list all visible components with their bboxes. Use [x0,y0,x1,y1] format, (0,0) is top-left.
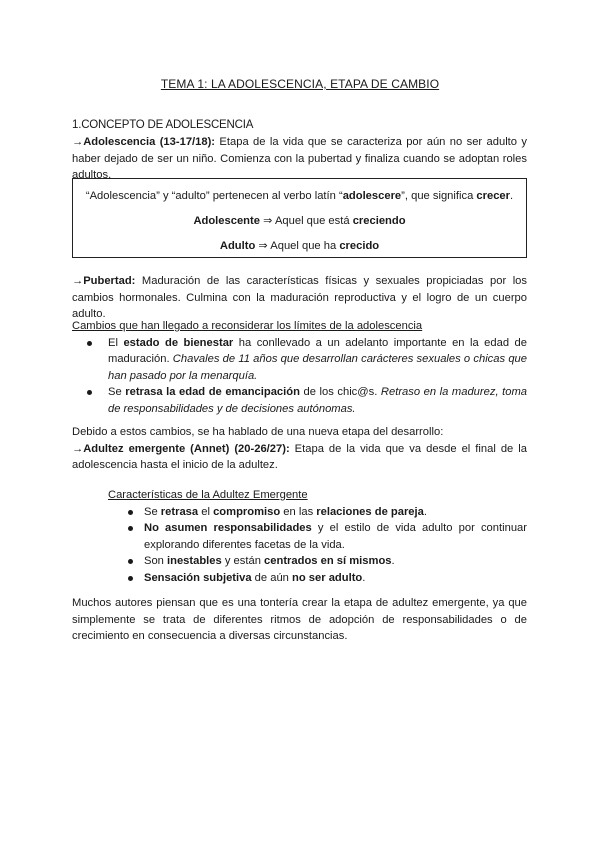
item-text: El [108,336,124,349]
item-text: Se [144,505,161,518]
adulto-keyword: crecido [339,240,380,252]
adolescente-text: ⇒ Aquel que está [259,215,353,227]
bullet-icon [128,576,133,581]
etymology-line [73,188,526,205]
adultez-def-text: Etapa de la vida que va desde el final de la adolescencia hasta el inicio de la adultez. [72,442,527,471]
pubertad-term: →Pubertad: [72,275,136,287]
adolescencia-term: →Adolescencia (13-17/18): [72,136,216,148]
adultez-intro: Debido a estos cambios, se ha hablado de una nueva etapa del desarrollo: [72,426,444,438]
pubertad-definition: Maduración de las características físicas y sexuales propiciadas por los cambios hormonales. Culmina con la maduración reproductiva y el logro de un cuerpo adulto. [72,275,527,320]
adolescente-keyword: creciendo [352,215,406,227]
page-title: TEMA 1: LA ADOLESCENCIA, ETAPA DE CAMBIO [160,77,440,91]
item-text: de los chic@s. [299,386,381,398]
list-item [72,335,527,385]
item-text: Son [144,555,168,567]
etymology-box [72,178,527,258]
adulto-line [73,238,526,255]
adolescente-term: Adolescente [193,215,260,227]
list-item [108,553,527,570]
etymology-text: “Adolescencia” y “adulto” pertenecen al verbo latín “ [85,190,343,202]
section-heading: 1.CONCEPTO DE ADOLESCENCIA [72,119,254,131]
item-keyword: retrasa [160,505,199,518]
adolescencia-paragraph [72,134,527,184]
item-text: y el estilo de vida adulto por continuar explorando diferentes facetas de la vida. [144,522,527,551]
etymology-meaning: crecer [476,190,511,202]
item-text: en las [280,505,317,518]
list-item [108,570,527,587]
item-keyword: compromiso [213,505,281,518]
cambios-list [72,335,527,418]
caracteristicas-heading: Características de la Adultez Emergente [108,489,308,501]
etymology-text: . [510,190,514,202]
item-keyword: relaciones de pareja [316,505,424,518]
bullet-icon [128,559,133,564]
item-keyword: no ser adulto [292,571,363,584]
item-text: el [198,505,214,518]
cambios-section [72,318,527,417]
adultez-section [72,424,527,474]
item-text: de aún [251,571,293,584]
bullet-icon [87,341,92,346]
item-example: Chavales de 11 años que desarrollan carácteres sexuales o chicas que han pasado por la menarquía. [108,353,527,382]
bullet-icon [128,510,133,515]
caracteristicas-section [108,487,527,586]
item-keyword: Sensación subjetiva [144,571,252,584]
etymology-latin: adolescere [342,190,402,202]
pubertad-paragraph [72,273,527,323]
item-text: . [423,505,427,518]
adolescencia-definition: Etapa de la vida que se caracteriza por aún no ser adulto y haber dejado de ser un niño. Comienza con la pubertad y finaliza cuando se adoptan roles adultos. [72,136,527,181]
item-keyword: No asumen responsabilidades [144,522,312,534]
caracteristicas-list [108,504,527,587]
list-item [108,520,527,553]
cambios-heading: Cambios que han llegado a reconsiderar los límites de la adolescencia [72,320,423,332]
adolescente-line [73,213,526,230]
item-example: Retraso en la madurez, toma de responsabilidades y de decisiones autónomas. [108,386,527,415]
item-text: ha conllevado a un adelanto importante en la edad de maduración. [108,336,528,365]
bullet-icon [128,526,133,531]
adultez-definition [72,441,527,474]
adulto-text: ⇒ Aquel que ha [255,240,340,252]
item-text: . [391,555,395,567]
item-text: y están [221,555,265,567]
item-keyword: inestables [167,555,222,567]
etymology-text: ”, que significa [401,190,477,202]
bullet-icon [87,390,92,395]
item-keyword: retrasa la edad de emancipación [125,386,300,398]
item-text: . [362,571,366,584]
adulto-term: Adulto [219,240,256,252]
item-text: Se [108,386,126,398]
adultez-term: →Adultez emergente (Annet) (20-26/27): [72,442,290,455]
list-item [72,384,527,417]
list-item [108,504,527,521]
closing-paragraph: Muchos autores piensan que es una tontería crear la etapa de adultez emergente, ya que simplemente se trata de diferentes ritmos de adopción de responsabilidades o de crecimiento en consecuencia a diversas circunstancias. [72,597,527,642]
item-keyword: estado de bienestar [123,336,234,349]
item-keyword: centrados en sí mismos [264,555,392,567]
